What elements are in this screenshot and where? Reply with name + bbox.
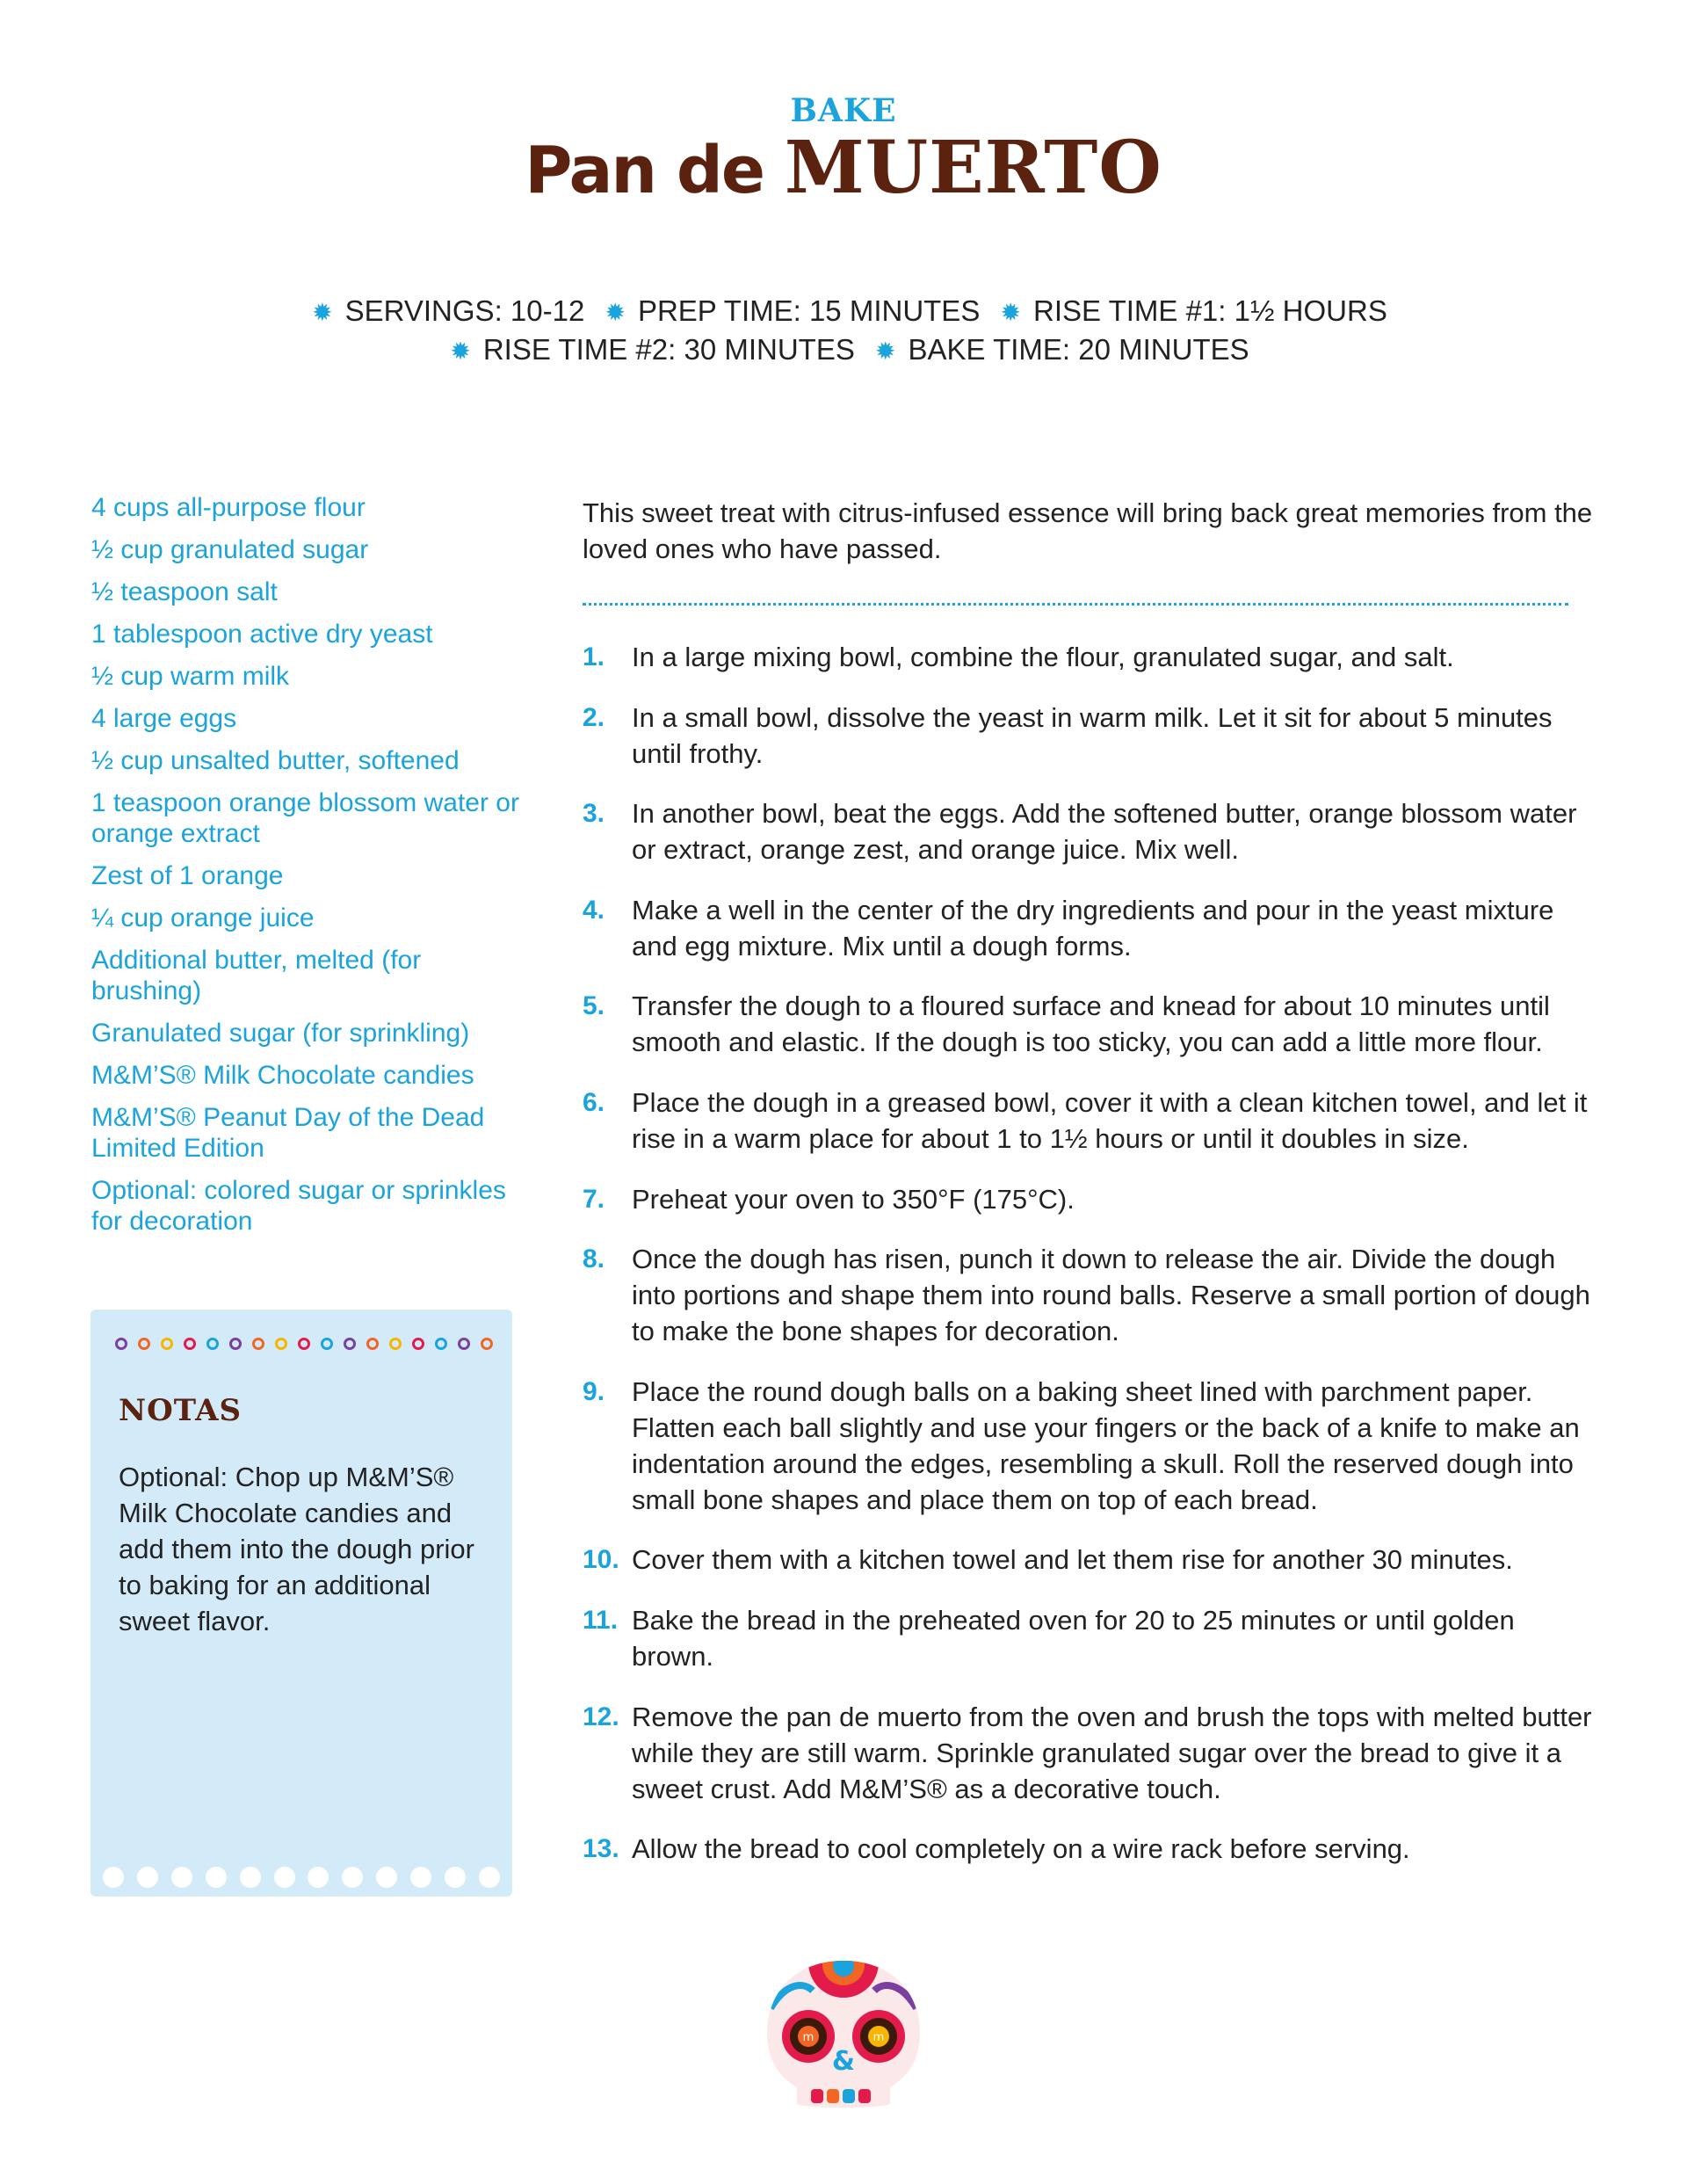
step-text: Bake the bread in the preheated oven for 20 to 25 minutes or until golden brown. — [632, 1604, 1515, 1672]
div — [103, 1867, 124, 1888]
step-number: 8. — [583, 1244, 605, 1274]
rect — [827, 2089, 839, 2103]
star-icon: ✹ — [1000, 299, 1021, 326]
rect — [858, 2089, 871, 2103]
step-number: 6. — [583, 1087, 605, 1117]
star-icon: ✹ — [312, 299, 333, 326]
step-text: Once the dough has risen, punch it down to release the air. Divide the dough into portions and shape them into round balls. Reserve a small portion of dough to make the bone shapes for decoration. — [632, 1244, 1590, 1347]
candy-dot-row — [115, 1338, 493, 1350]
ingredient-item: Optional: colored sugar or sprinkles for decoration — [91, 1176, 506, 1236]
step-text: Preheat your oven to 350°F (175°C). — [632, 1183, 1075, 1215]
step-text: In a small bowl, dissolve the yeast in warm milk. Let it sit for about 5 minutes until frothy. — [632, 701, 1553, 769]
step-item — [583, 892, 1602, 964]
step-number: 4. — [583, 895, 605, 925]
page-title — [0, 126, 1687, 210]
div — [240, 1867, 261, 1888]
step-number: 9. — [583, 1376, 605, 1406]
candy-dot-icon — [206, 1338, 219, 1350]
div — [171, 1867, 192, 1888]
step-item — [583, 700, 1602, 772]
ingredient-item: ½ cup unsalted butter, softened — [91, 746, 460, 775]
step-text: Transfer the dough to a floured surface and knead for about 10 minutes until smooth and elastic. If the dough is too sticky, you can add a little more flour. — [632, 990, 1550, 1058]
candy-dot-icon — [412, 1338, 424, 1350]
notas-body: Optional: Chop up M&M’S® Milk Chocolate candies and add them into the dough prior to baking for an additional sweet flavor. — [119, 1462, 474, 1636]
candy-dot-icon — [344, 1338, 356, 1350]
step-number: 13. — [583, 1834, 619, 1864]
step-number: 2. — [583, 702, 605, 732]
step-text: In a large mixing bowl, combine the flour, granulated sugar, and salt. — [632, 642, 1454, 672]
div — [342, 1867, 363, 1888]
meta-bake-time: BAKE TIME: 20 MINUTES — [908, 333, 1249, 366]
notas-title: NOTAS — [119, 1393, 243, 1428]
div — [410, 1867, 431, 1888]
title-part-1: Pan de — [525, 133, 785, 208]
candy-dot-icon — [481, 1338, 493, 1350]
candy-dot-icon — [138, 1338, 150, 1350]
step-item — [583, 1542, 1602, 1578]
left-eye-letter: m — [802, 2031, 815, 2044]
meta-line-2 — [0, 331, 1687, 370]
candy-dot-icon — [389, 1338, 402, 1350]
meta-servings: SERVINGS: 10-12 — [344, 294, 585, 327]
step-text: Place the dough in a greased bowl, cover it with a clean kitchen towel, and let it rise in a warm place for about 1 to 1½ hours or until it doubles in size. — [632, 1086, 1588, 1154]
ingredient-item: Additional butter, melted (for brushing) — [91, 946, 422, 1005]
ingredient-item: M&M’S® Peanut Day of the Dead Limited Edition — [91, 1103, 485, 1163]
step-text: Make a well in the center of the dry ingredients and pour in the yeast mixture and egg mixture. Mix until a dough forms. — [632, 894, 1554, 961]
step-item — [583, 1831, 1602, 1867]
candy-dot-icon — [115, 1338, 127, 1350]
div — [274, 1867, 295, 1888]
step-text: Place the round dough balls on a baking sheet lined with parchment paper. Flatten each ball slightly and use your fingers or the back of a knife to make an indentation around the edges, resembling a skull. Roll the reserved dough into small bone shapes and place them on top of each bread. — [632, 1375, 1580, 1515]
nose-ampersand: & — [831, 2046, 856, 2077]
meta-rise-time-1: RISE TIME #1: 1½ HOURS — [1032, 294, 1387, 327]
step-text: In another bowl, beat the eggs. Add the softened butter, orange blossom water or extract, orange zest, and orange juice. Mix well. — [632, 798, 1577, 866]
step-item — [583, 1241, 1602, 1349]
recipe-meta — [0, 293, 1687, 370]
candy-dot-icon — [458, 1338, 470, 1350]
step-number: 5. — [583, 991, 605, 1021]
ingredient-item: ½ teaspoon salt — [91, 577, 278, 606]
step-number: 1. — [583, 642, 605, 671]
div — [445, 1867, 466, 1888]
meta-line-1 — [0, 293, 1687, 331]
step-item — [583, 1085, 1602, 1157]
div — [308, 1867, 329, 1888]
step-number: 10. — [583, 1545, 619, 1575]
circle — [833, 1955, 854, 1977]
candy-dot-icon — [435, 1338, 447, 1350]
ingredient-item: ¼ cup orange juice — [91, 903, 315, 932]
step-text: Remove the pan de muerto from the oven and brush the tops with melted butter while they are still warm. Sprinkle granulated sugar over the bread to give it a sweet crust. Add M&M’S® as a decorative touch. — [632, 1701, 1592, 1804]
step-item — [583, 1374, 1602, 1518]
dotted-divider — [583, 603, 1568, 606]
star-icon: ✹ — [875, 337, 896, 365]
sugar-skull-icon — [760, 1955, 927, 2114]
step-text: Allow the bread to cool completely on a wire rack before serving. — [632, 1833, 1410, 1865]
div — [137, 1867, 158, 1888]
step-number: 7. — [583, 1184, 605, 1214]
notas-card — [91, 1310, 512, 1897]
rect — [811, 2089, 823, 2103]
candy-dot-icon — [298, 1338, 310, 1350]
div — [376, 1867, 397, 1888]
candy-dot-icon — [321, 1338, 333, 1350]
candy-dot-icon — [184, 1338, 196, 1350]
ingredient-item: 4 large eggs — [91, 704, 237, 733]
ingredient-item: Zest of 1 orange — [91, 861, 284, 890]
step-item — [583, 988, 1602, 1060]
ingredients-list — [91, 492, 531, 1248]
step-item — [583, 639, 1602, 675]
step-item — [583, 1699, 1602, 1807]
right-eye-letter: m — [872, 2031, 885, 2044]
title-part-2: MUERTO — [784, 126, 1162, 210]
candy-dot-icon — [366, 1338, 379, 1350]
ingredient-item: 1 teaspoon orange blossom water or orange extract — [91, 788, 519, 848]
candy-dot-icon — [161, 1338, 173, 1350]
ingredient-item: ½ cup granulated sugar — [91, 535, 369, 564]
candy-dot-icon — [252, 1338, 264, 1350]
step-item — [583, 1602, 1602, 1674]
ingredient-item: ½ cup warm milk — [91, 662, 290, 691]
ingredient-item: 1 tablespoon active dry yeast — [91, 620, 433, 649]
recipe-category: BAKE — [790, 92, 897, 129]
star-icon: ✹ — [605, 299, 626, 326]
step-item — [583, 1181, 1602, 1217]
ingredient-item: 4 cups all-purpose flour — [91, 493, 366, 522]
step-number: 12. — [583, 1701, 619, 1731]
div — [206, 1867, 227, 1888]
recipe-intro: This sweet treat with citrus-infused essence will bring back great memories from the loved ones who have passed. — [583, 497, 1593, 564]
step-text: Cover them with a kitchen towel and let them rise for another 30 minutes. — [632, 1544, 1513, 1576]
star-icon: ✹ — [450, 337, 471, 365]
meta-prep-time: PREP TIME: 15 MINUTES — [637, 294, 981, 327]
rect — [843, 2089, 855, 2103]
candy-dot-icon — [229, 1338, 242, 1350]
scalloped-edge — [103, 1867, 500, 1888]
step-number: 11. — [583, 1605, 619, 1635]
ingredient-item: M&M’S® Milk Chocolate candies — [91, 1061, 474, 1090]
step-number: 3. — [583, 799, 605, 829]
steps-list — [583, 639, 1602, 1891]
meta-rise-time-2: RISE TIME #2: 30 MINUTES — [482, 333, 855, 366]
step-item — [583, 795, 1602, 867]
candy-dot-icon — [275, 1338, 287, 1350]
ingredient-item: Granulated sugar (for sprinkling) — [91, 1019, 470, 1048]
div — [479, 1867, 500, 1888]
